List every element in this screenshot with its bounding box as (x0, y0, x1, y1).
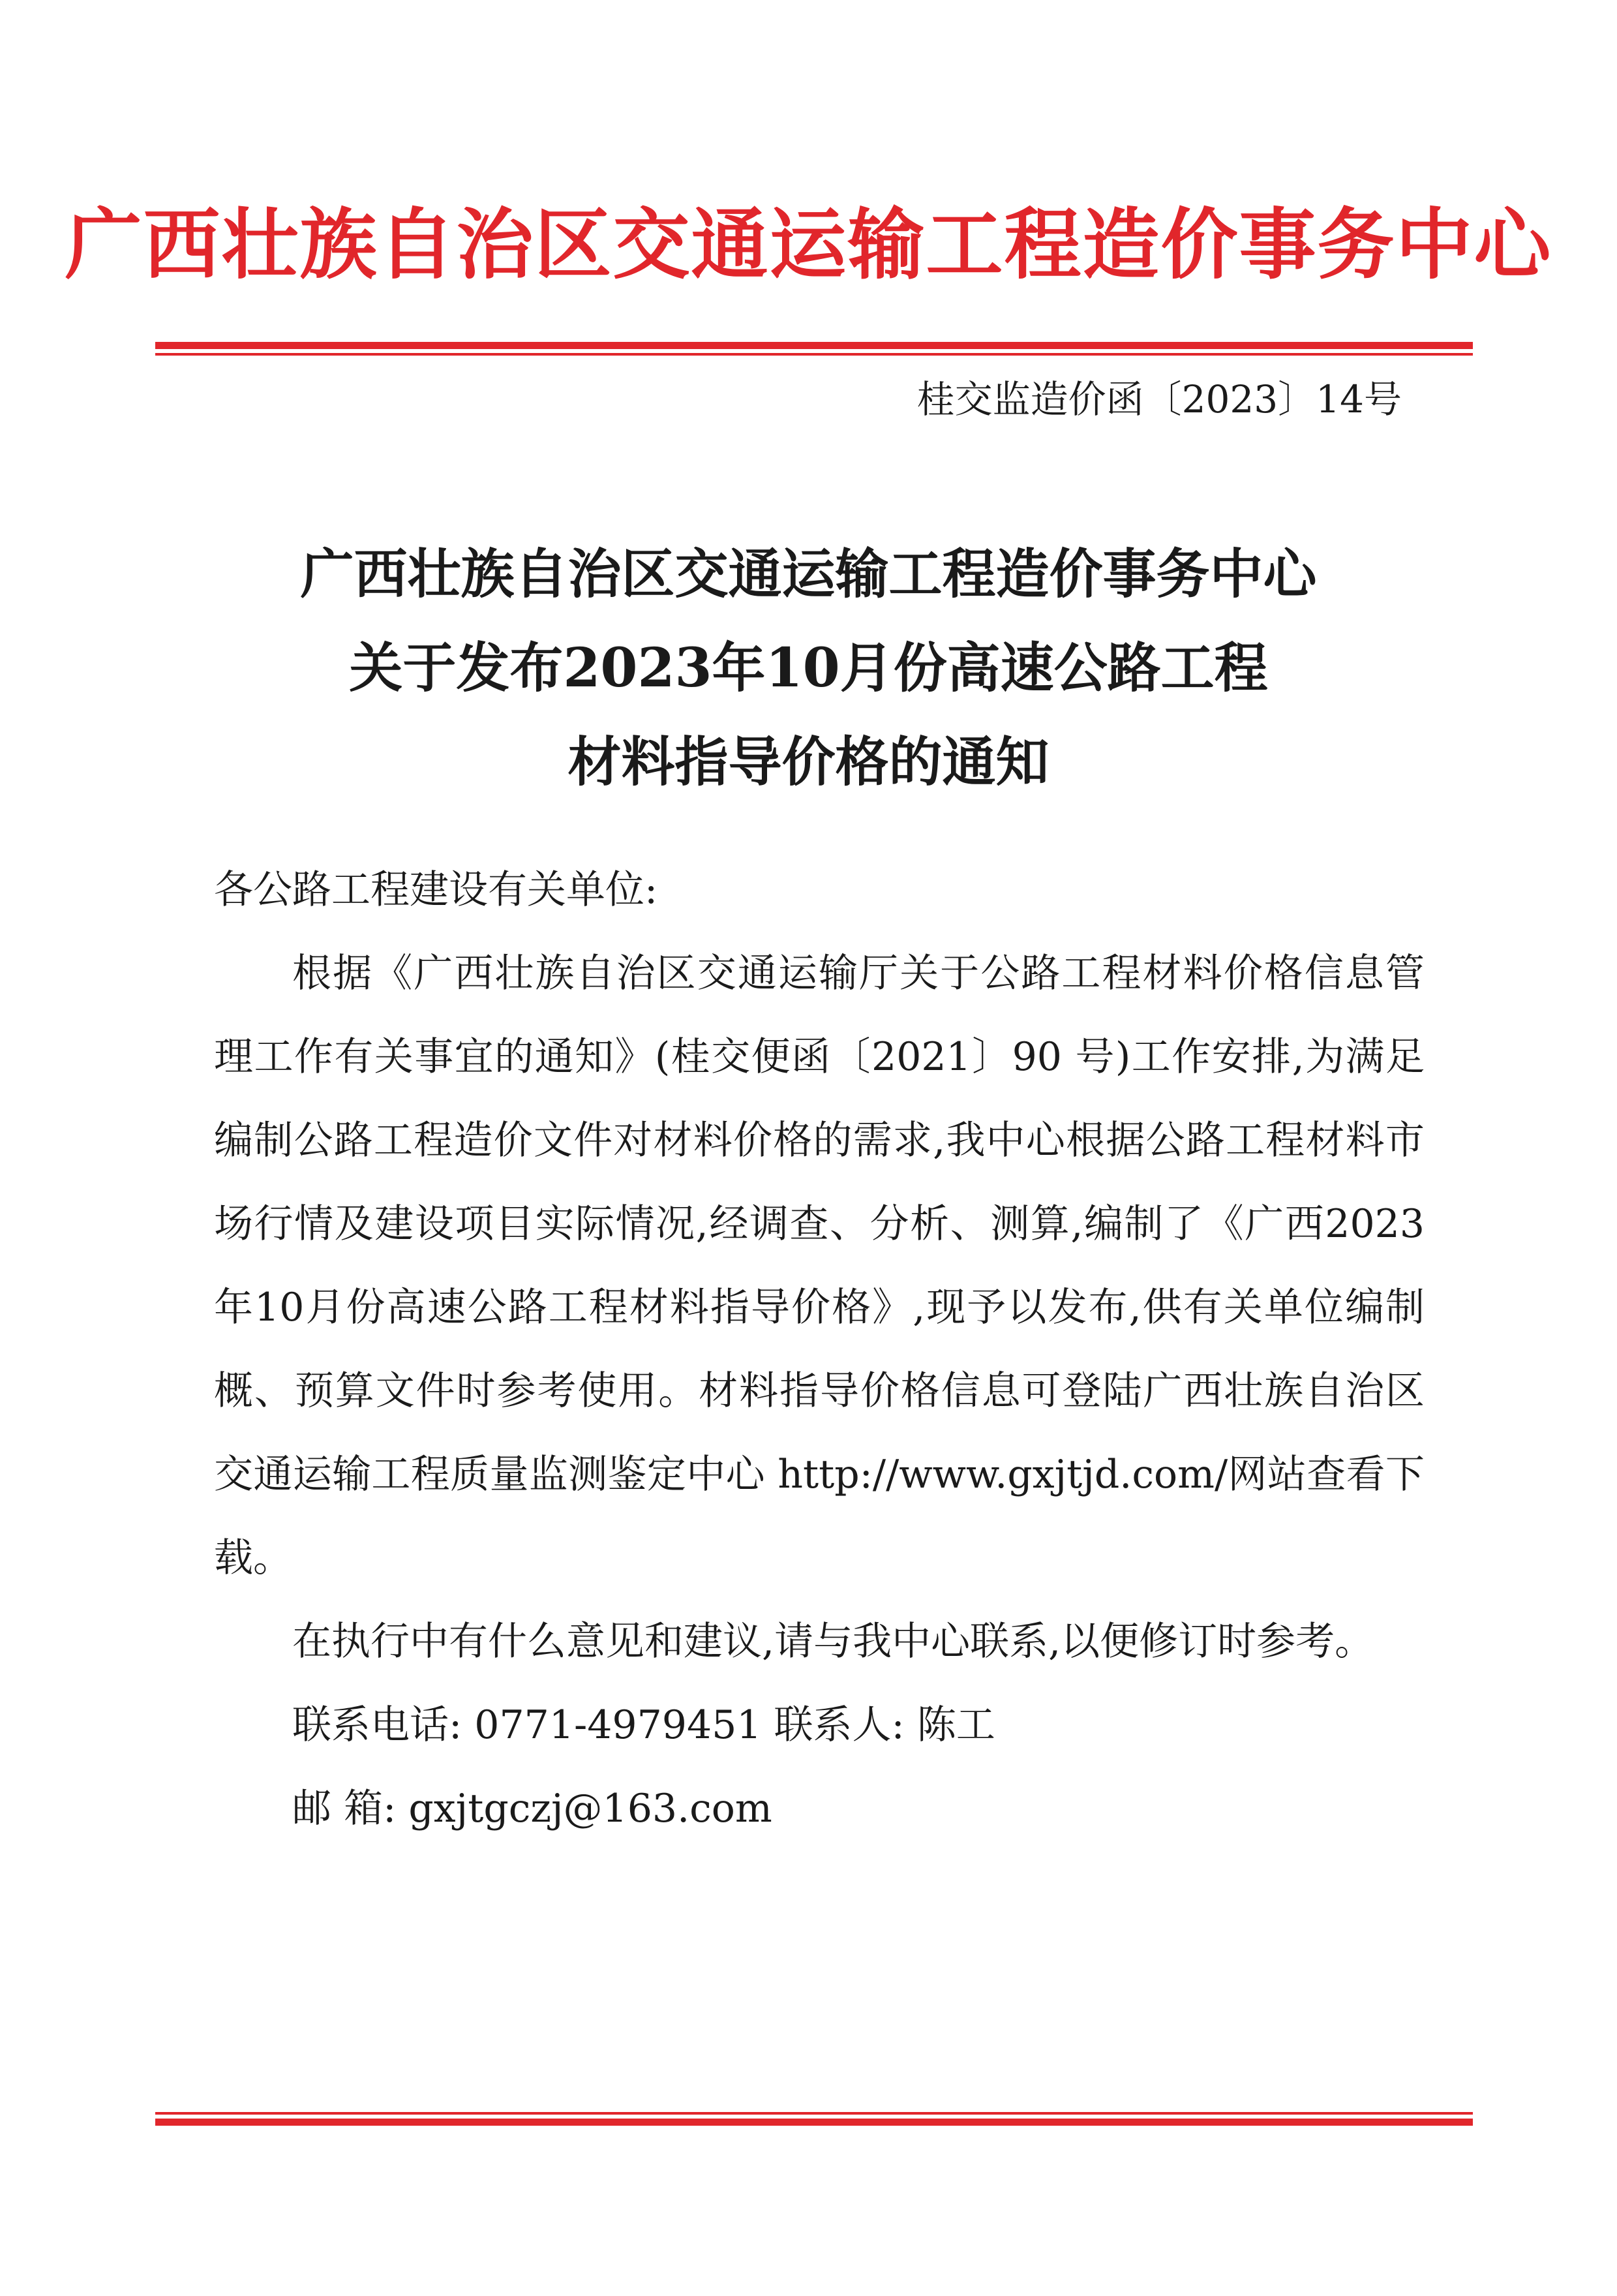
contact-email: 邮 箱: gxjtgczj@163.com (292, 1786, 772, 1831)
body-paragraph-1: 根据《广西壮族自治区交通运输厅关于公路工程材料价格信息管理工作有关事宜的通知》(桂交便函〔2021〕90 号)工作安排,为满足编制公路工程造价文件对材料价格的需求,我中心根据公路工程材料市场行情及建设项目实际情况,经调查、分析、测算,编制了《广西2023年10月份高速公路工程材料指导价格》,现予以发布,供有关单位编制概、预算文件时参考使用。材料指导价格信息可登陆广西壮族自治区交通运输工程质量监测鉴定中心 http://www.gxjtjd.com/网站查看下载。 (214, 951, 1425, 1581)
document-number: 桂交监造价函〔2023〕14号 (916, 377, 1402, 421)
salutation: 各公路工程建设有关单位: (214, 867, 658, 913)
red-rule-thin-line (155, 2112, 1473, 2115)
red-rule-top (155, 342, 1473, 359)
red-rule-thick-line (155, 2119, 1473, 2126)
red-rule-thin-line (155, 353, 1473, 356)
red-rule-thick-line (155, 342, 1473, 349)
title-line-2: 关于发布2023年10月份高速公路工程 (349, 637, 1268, 699)
title-line-1: 广西壮族自治区交通运输工程造价事务中心 (300, 543, 1317, 605)
document-title (0, 527, 1617, 809)
title-line-3: 材料指导价格的通知 (567, 731, 1050, 793)
masthead-org-name: 广西壮族自治区交通运输工程造价事务中心 (65, 199, 1552, 290)
red-rule-bottom (155, 2112, 1473, 2129)
document-body (214, 848, 1425, 1850)
contact-phone: 联系电话: 0771-4979451 联系人: 陈工 (292, 1702, 995, 1748)
body-paragraph-2: 在执行中有什么意见和建议,请与我中心联系,以便修订时参考。 (292, 1619, 1374, 1664)
